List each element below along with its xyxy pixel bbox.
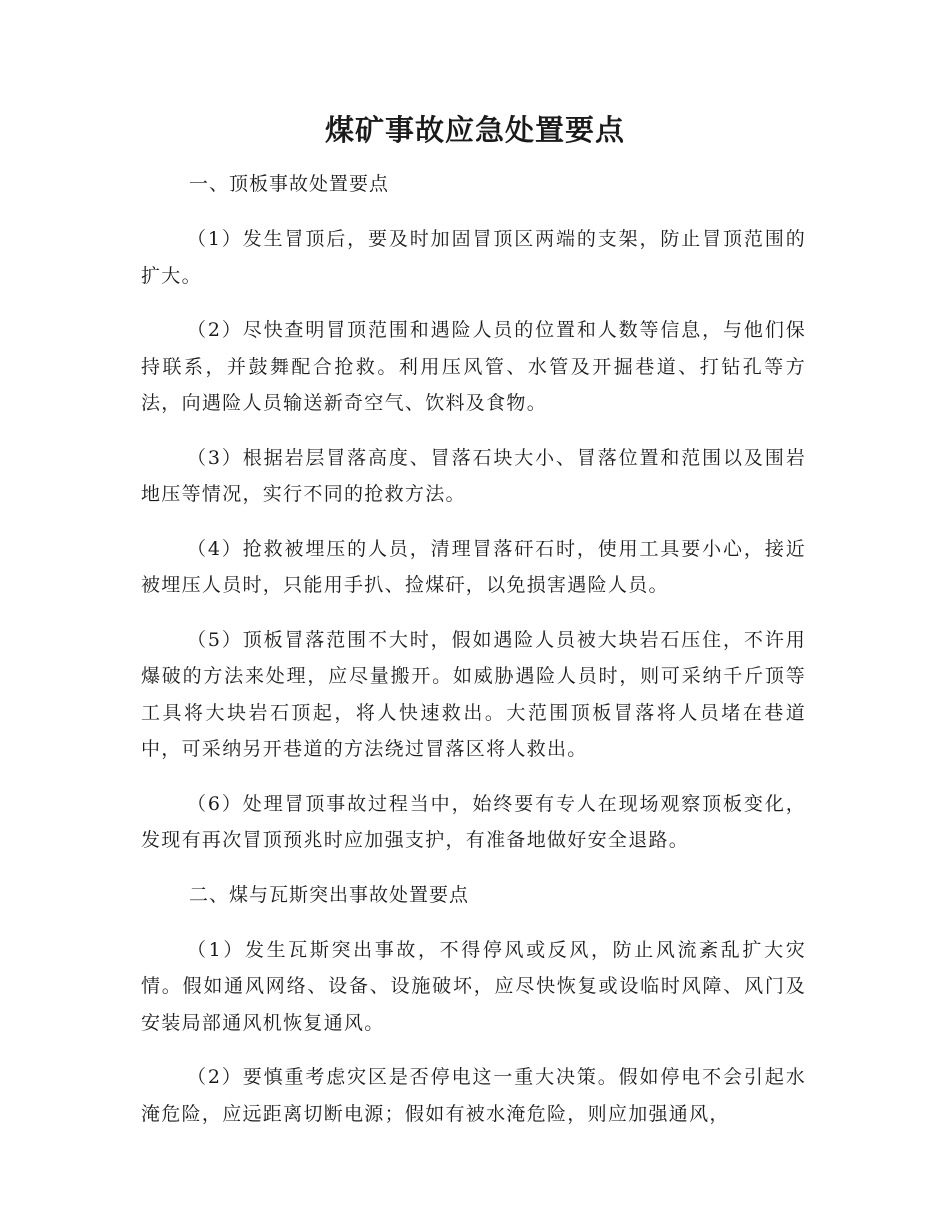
document-title: 煤矿事故应急处置要点: [324, 113, 625, 147]
paragraph-roof-4: （4）抢救被埋压的人员，清理冒落矸石时，使用工具要小心，接近被埋压人员时，只能用手扒、捡煤矸，以免损害遇险人员。: [141, 537, 806, 596]
paragraph-roof-6: （6）处理冒顶事故过程当中，始终要有专人在现场观察顶板变化，发现有再次冒顶预兆时应加强支护，有准备地做好安全退路。: [141, 792, 806, 851]
paragraph-gas-2: （2）要慎重考虑灾区是否停电这一重大决策。假如停电不会引起水淹危险，应远距离切断电源；假如有被水淹危险，则应加强通风，: [141, 1066, 806, 1125]
document-body: [141, 166, 806, 1132]
paragraph-roof-1: （1）发生冒顶后，要及时加固冒顶区两端的支架，防止冒顶范围的扩大。: [141, 228, 806, 287]
paragraph-roof-5: （5）顶板冒落范围不大时，假如遇险人员被大块岩石压住，不许用爆破的方法来处理，应尽量搬开。如威胁遇险人员时，则可采纳千斤顶等工具将大块岩石顶起，将人快速救出。大范围顶板冒落将人员堵在巷道中，可采纳另开巷道的方法绕过冒落区将人救出。: [141, 628, 806, 760]
paragraph-roof-2: （2）尽快查明冒顶范围和遇险人员的位置和人数等信息，与他们保持联系，并鼓舞配合抢救。利用压风管、水管及开掘巷道、打钻孔等方法，向遇险人员输送新奇空气、饮料及食物。: [141, 319, 806, 414]
section-heading-roof: 一、顶板事故处置要点: [189, 173, 390, 195]
section-heading-gas-outburst: 二、煤与瓦斯突出事故处置要点: [189, 883, 470, 906]
paragraph-roof-3: （3）根据岩层冒落高度、冒落石块大小、冒落位置和范围以及围岩地压等情况，实行不同的抢救方法。: [141, 446, 806, 505]
paragraph-gas-1: （1）发生瓦斯突出事故，不得停风或反风，防止风流紊乱扩大灾情。假如通风网络、设备、设施破坏，应尽快恢复或设临时风障、风门及安装局部通风机恢复通风。: [141, 938, 806, 1034]
